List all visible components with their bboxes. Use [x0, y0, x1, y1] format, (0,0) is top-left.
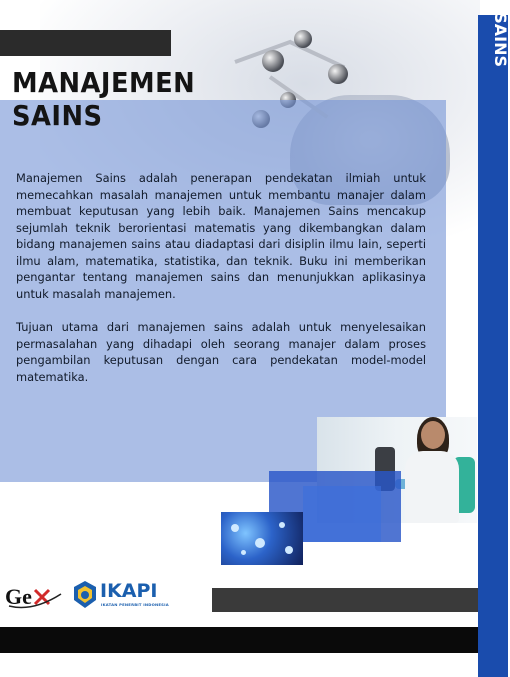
spine-bar: [478, 12, 510, 677]
title-line-2: SAINS: [12, 99, 103, 132]
science-network-image: [221, 512, 303, 565]
synopsis-paragraph-2: Tujuan utama dari manajemen sains adalah untuk menyelesaikan permasalahan yang dihadapi oleh seorang manajer dalam proses pengambilan keputusan dengan cara pendekatan model-model matematika.: [16, 320, 426, 384]
scientist-coat: [405, 451, 459, 523]
ikapi-wordmark: IKAPI: [100, 580, 158, 602]
svg-text:Ge: Ge: [5, 584, 32, 609]
network-node: [241, 550, 246, 555]
network-node: [231, 524, 239, 532]
synopsis-paragraph-1: Manajemen Sains adalah penerapan pendekatan ilmiah untuk memecahkan masalah manajemen untuk membantu manajer dalam membuat keputusan yang lebih baik. Manajemen Sains mencakup sejumlah teknik berorientasi matematis yang dikembangkan dalam bidang manajemen sains atau diadaptasi dari disiplin ilmu lain, seperti ilmu alam, matematika, statistika, dan teknik. Buku ini memberikan pengantar tentang manajemen sains dan menunjukkan aplikasinya untuk masalah manajemen.: [16, 171, 426, 301]
molecule-atom: [294, 30, 312, 48]
ikapi-emblem-icon: [72, 580, 98, 610]
bottom-dark-bar: [0, 627, 478, 653]
ikapi-logo: [72, 580, 172, 612]
blue-block-small: [303, 486, 381, 542]
network-node: [285, 546, 293, 554]
bottom-right-dark-bar: [212, 588, 478, 612]
network-node: [279, 522, 285, 528]
network-node: [255, 538, 265, 548]
molecule-atom: [262, 50, 284, 72]
spine-title: SAINS: [491, 12, 510, 67]
book-title: [12, 66, 195, 132]
synopsis: [16, 170, 426, 402]
scientist-face: [421, 421, 445, 449]
top-dark-bar: [0, 30, 171, 56]
molecule-atom: [328, 64, 348, 84]
title-line-1: MANAJEMEN: [12, 66, 196, 99]
ikapi-subtitle: IKATAN PENERBIT INDONESIA: [101, 602, 169, 607]
publisher-logo-icon: [5, 582, 63, 612]
